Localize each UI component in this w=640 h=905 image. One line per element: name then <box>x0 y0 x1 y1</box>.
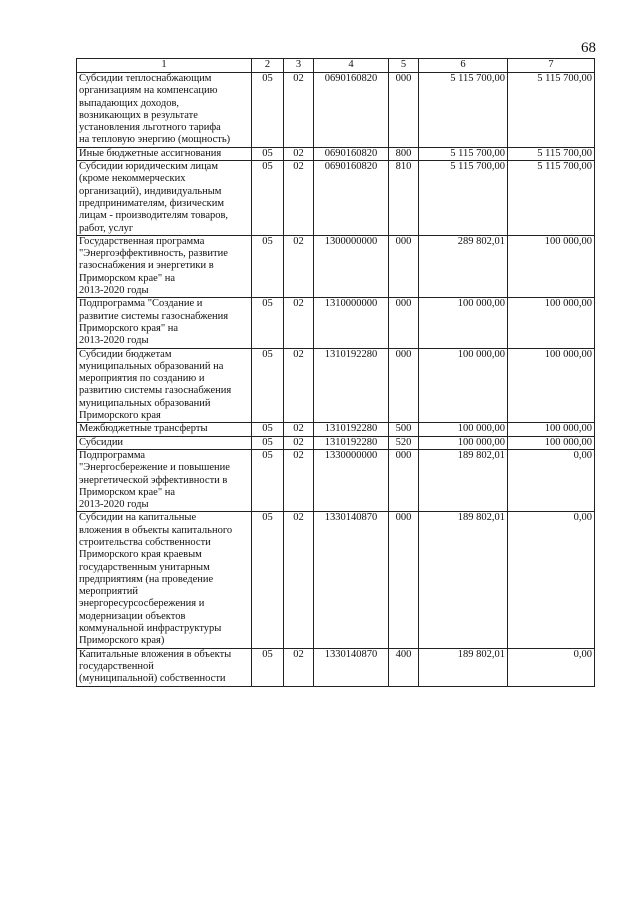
amount-col6-cell: 5 115 700,00 <box>419 147 508 160</box>
expense-type-cell: 000 <box>389 449 419 511</box>
target-article-cell: 1310000000 <box>314 298 389 348</box>
row-name-line: Государственная программа <box>79 235 205 247</box>
expense-type-cell: 000 <box>389 73 419 148</box>
row-name-line: предпринимателям, физическим <box>79 197 225 209</box>
table-row <box>77 348 595 423</box>
row-name-cell <box>77 512 252 648</box>
table-row <box>77 235 595 297</box>
amount-col7-cell: 100 000,00 <box>508 423 595 436</box>
header-cell: 7 <box>508 59 595 73</box>
row-name-line: (муниципальной) собственности <box>79 673 226 685</box>
row-name-cell <box>77 449 252 511</box>
row-name-line: "Энергоэффективность, развитие <box>79 248 228 260</box>
target-article-cell: 0690160820 <box>314 73 389 148</box>
row-name-cell <box>77 423 252 436</box>
row-name-line: 2013-2020 годы <box>79 335 149 347</box>
target-article-cell: 1310192280 <box>314 348 389 423</box>
row-name-line: Приморского края) <box>79 635 165 647</box>
section-code-cell: 05 <box>252 348 284 423</box>
row-name-line: Приморского края" на <box>79 322 179 334</box>
row-name-cell <box>77 147 252 160</box>
expense-type-cell: 810 <box>389 161 419 236</box>
row-name-line: Подпрограмма "Создание и <box>79 298 203 310</box>
header-cell: 1 <box>77 59 252 73</box>
amount-col7-cell: 5 115 700,00 <box>508 73 595 148</box>
row-name-line: установления льготного тарифа <box>79 122 221 134</box>
section-code-cell: 05 <box>252 423 284 436</box>
row-name-cell <box>77 348 252 423</box>
subsection-code-cell: 02 <box>284 147 314 160</box>
table-row <box>77 449 595 511</box>
amount-col6-cell: 100 000,00 <box>419 348 508 423</box>
amount-col7-cell: 100 000,00 <box>508 235 595 297</box>
table-row <box>77 161 595 236</box>
expense-type-cell: 800 <box>389 147 419 160</box>
subsection-code-cell: 02 <box>284 423 314 436</box>
target-article-cell: 1330140870 <box>314 648 389 686</box>
page-number: 68 <box>581 40 596 56</box>
target-article-cell: 1310192280 <box>314 423 389 436</box>
subsection-code-cell: 02 <box>284 436 314 449</box>
row-name-line: развитию системы газоснабжения <box>79 385 232 397</box>
row-name-line: энергоресурсосбережения и <box>79 598 205 610</box>
row-name-line: 2013-2020 годы <box>79 285 149 297</box>
header-cell: 6 <box>419 59 508 73</box>
row-name-line: (кроме некоммерческих <box>79 173 186 185</box>
target-article-cell: 0690160820 <box>314 147 389 160</box>
expense-type-cell: 000 <box>389 298 419 348</box>
subsection-code-cell: 02 <box>284 73 314 148</box>
table-row <box>77 147 595 160</box>
amount-col6-cell: 189 802,01 <box>419 648 508 686</box>
subsection-code-cell: 02 <box>284 348 314 423</box>
row-name-line: 2013-2020 годы <box>79 499 149 511</box>
table-row <box>77 298 595 348</box>
amount-col7-cell: 0,00 <box>508 648 595 686</box>
target-article-cell: 0690160820 <box>314 161 389 236</box>
header-cell: 3 <box>284 59 314 73</box>
row-name-line: строительства собственности <box>79 536 211 548</box>
row-name-line: на тепловую энергию (мощность) <box>79 134 231 146</box>
row-name-cell <box>77 235 252 297</box>
amount-col7-cell: 5 115 700,00 <box>508 147 595 160</box>
amount-col6-cell: 189 802,01 <box>419 512 508 648</box>
table-row <box>77 73 595 148</box>
expense-type-cell: 000 <box>389 348 419 423</box>
table-row <box>77 648 595 686</box>
row-name-line: развитие системы газоснабжения <box>79 310 229 322</box>
row-name-line: Субсидии <box>79 436 124 448</box>
row-name-line: муниципальных образований на <box>79 360 224 372</box>
header-row <box>77 59 595 73</box>
row-name-line: модернизации объектов <box>79 610 186 622</box>
section-code-cell: 05 <box>252 298 284 348</box>
row-name-cell <box>77 73 252 148</box>
row-name-line: лицам - производителям товаров, <box>79 210 229 222</box>
row-name-line: мероприятий <box>79 586 138 598</box>
row-name-cell <box>77 436 252 449</box>
row-name-line: мероприятия по созданию и <box>79 373 205 385</box>
section-code-cell: 05 <box>252 648 284 686</box>
subsection-code-cell: 02 <box>284 298 314 348</box>
subsection-code-cell: 02 <box>284 449 314 511</box>
row-name-line: Субсидии на капитальные <box>79 512 197 524</box>
header-cell: 5 <box>389 59 419 73</box>
section-code-cell: 05 <box>252 449 284 511</box>
row-name-line: Иные бюджетные ассигнования <box>79 147 222 159</box>
row-name-line: государственным унитарным <box>79 561 210 573</box>
row-name-cell <box>77 648 252 686</box>
row-name-line: муниципальных образований <box>79 397 211 409</box>
section-code-cell: 05 <box>252 73 284 148</box>
header-cell: 2 <box>252 59 284 73</box>
row-name-line: организациям на компенсацию <box>79 85 218 97</box>
amount-col6-cell: 100 000,00 <box>419 298 508 348</box>
expense-type-cell: 400 <box>389 648 419 686</box>
row-name-line: Приморском крае" на <box>79 486 176 498</box>
target-article-cell: 1310192280 <box>314 436 389 449</box>
row-name-line: энергетической эффективности в <box>79 474 228 486</box>
expense-type-cell: 520 <box>389 436 419 449</box>
row-name-line: Межбюджетные трансферты <box>79 423 208 435</box>
row-name-line: вложения в объекты капитального <box>79 524 233 536</box>
row-name-line: Подпрограмма <box>79 449 146 461</box>
row-name-line: "Энергосбережение и повышение <box>79 462 230 474</box>
section-code-cell: 05 <box>252 147 284 160</box>
amount-col7-cell: 100 000,00 <box>508 298 595 348</box>
row-name-line: Приморского края краевым <box>79 549 202 561</box>
section-code-cell: 05 <box>252 512 284 648</box>
target-article-cell: 1300000000 <box>314 235 389 297</box>
table-body <box>77 73 595 687</box>
amount-col6-cell: 289 802,01 <box>419 235 508 297</box>
section-code-cell: 05 <box>252 436 284 449</box>
row-name-line: Субсидии теплоснабжающим <box>79 73 212 84</box>
row-name-cell <box>77 298 252 348</box>
subsection-code-cell: 02 <box>284 648 314 686</box>
row-name-line: предприятиям (на проведение <box>79 573 214 585</box>
row-name-line: государственной <box>79 660 154 672</box>
subsection-code-cell: 02 <box>284 161 314 236</box>
amount-col7-cell: 5 115 700,00 <box>508 161 595 236</box>
target-article-cell: 1330140870 <box>314 512 389 648</box>
table-row <box>77 512 595 648</box>
row-name-line: газоснабжения и энергетики в <box>79 260 214 272</box>
row-name-line: Капитальные вложения в объекты <box>79 648 232 660</box>
amount-col7-cell: 0,00 <box>508 512 595 648</box>
table-row <box>77 436 595 449</box>
subsection-code-cell: 02 <box>284 512 314 648</box>
amount-col6-cell: 100 000,00 <box>419 436 508 449</box>
budget-table <box>76 58 595 687</box>
expense-type-cell: 500 <box>389 423 419 436</box>
row-name-cell <box>77 161 252 236</box>
expense-type-cell: 000 <box>389 512 419 648</box>
amount-col7-cell: 100 000,00 <box>508 436 595 449</box>
amount-col6-cell: 5 115 700,00 <box>419 161 508 236</box>
row-name-line: организаций), индивидуальным <box>79 185 222 197</box>
amount-col7-cell: 100 000,00 <box>508 348 595 423</box>
row-name-line: Субсидии юридическим лицам <box>79 161 218 173</box>
row-name-line: работ, услуг <box>79 222 134 234</box>
amount-col6-cell: 189 802,01 <box>419 449 508 511</box>
section-code-cell: 05 <box>252 235 284 297</box>
table-row <box>77 423 595 436</box>
row-name-line: Приморском крае" на <box>79 272 176 284</box>
expense-type-cell: 000 <box>389 235 419 297</box>
section-code-cell: 05 <box>252 161 284 236</box>
amount-col6-cell: 100 000,00 <box>419 423 508 436</box>
amount-col7-cell: 0,00 <box>508 449 595 511</box>
row-name-line: Субсидии бюджетам <box>79 348 172 360</box>
amount-col6-cell: 5 115 700,00 <box>419 73 508 148</box>
header-cell: 4 <box>314 59 389 73</box>
row-name-line: выпадающих доходов, <box>79 97 180 109</box>
row-name-line: Приморского края <box>79 410 161 422</box>
target-article-cell: 1330000000 <box>314 449 389 511</box>
row-name-line: возникающих в результате <box>79 109 198 121</box>
subsection-code-cell: 02 <box>284 235 314 297</box>
row-name-line: коммунальной инфраструктуры <box>79 623 222 635</box>
